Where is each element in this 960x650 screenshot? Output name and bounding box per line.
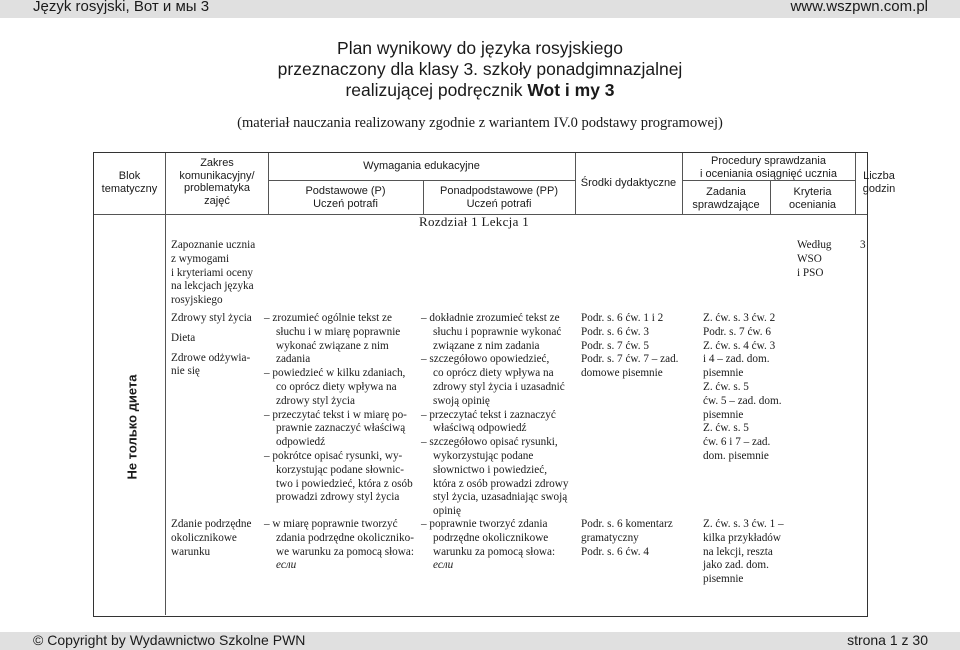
title-book-name: Wot i my 3 bbox=[527, 80, 615, 100]
section-label: Rozdział 1 Lekcja 1 bbox=[418, 214, 530, 229]
procedury-divider bbox=[682, 180, 855, 181]
title-line-1: Plan wynikowy do języka rosyjskiego bbox=[337, 38, 623, 58]
header-wymagania: Wymagania edukacyjne bbox=[363, 160, 480, 172]
page-number: strona 1 z 30 bbox=[847, 632, 928, 648]
row1-kryteria: Według WSO i PSO bbox=[797, 239, 832, 279]
subtitle: (materiał nauczania realizowany zgodnie z wariantem IV.0 podstawy programowej) bbox=[237, 115, 723, 131]
title-line-3 bbox=[0, 80, 960, 101]
row3-srodki: Podr. s. 6 komentarz gramatyczny Podr. s. 6 ćw. 4 bbox=[581, 518, 673, 558]
list-item: – przeczytać tekst i zaznaczyć właściwą odpowiedź bbox=[421, 408, 556, 435]
list-item: – przeczytać tekst i w miarę po- prawnie zaznaczyć właściwą odpowiedź bbox=[264, 408, 407, 449]
row1-zakres: Zapoznanie ucznia z wymogami i kryteriami oceny na lekcjach języka rosyjskiego bbox=[171, 239, 256, 307]
row2-zakres: Zdrowy styl życia Dieta Zdrowe odżywia- nie się bbox=[171, 312, 252, 378]
header-zakres: Zakres komunikacyjny/ problematyka zajęć bbox=[179, 157, 255, 207]
header-ponadpodstawowe: Ponadpodstawowe (PP) Uczeń potrafi bbox=[439, 185, 558, 210]
list-item: – szczegółowo opisać rysunki, wykorzystując podane słownictwo i powiedzieć, która z osób prowadzi zdrowy styl życia, uzasadniając swoją opinię bbox=[421, 436, 569, 518]
copyright: © Copyright by Wydawnictwo Szkolne PWN bbox=[33, 632, 306, 648]
header-podstawowe: Podstawowe (P) Uczeń potrafi bbox=[305, 185, 386, 210]
row3-zadania: Z. ćw. s. 3 ćw. 1 – kilka przykładów na lekcji, reszta jako zad. dom. pisemnie bbox=[703, 518, 784, 586]
list-item: – zrozumieć ogólnie tekst ze słuchu i w miarę poprawnie wykonać związane z nim zadania bbox=[264, 312, 401, 366]
row2-podstawowe bbox=[264, 312, 424, 505]
row2-zadania: Z. ćw. s. 3 ćw. 2 Podr. s. 7 ćw. 6 Z. ćw. s. 4 ćw. 3 i 4 – zad. dom. pisemnie Z. ćw. s. 5 ćw. 5 – zad. dom. pisemnie Z. ćw. s. 5 ćw. 6 i 7 – zad. dom. pisemnie bbox=[703, 312, 782, 462]
footer-bar bbox=[0, 632, 960, 650]
header-procedury: Procedury sprawdzania i oceniania osiągnięć ucznia bbox=[700, 155, 837, 180]
row2-ponadpodstawowe bbox=[421, 312, 579, 519]
wymagania-divider bbox=[268, 180, 575, 181]
row3-zakres: Zdanie podrzędne okolicznikowe warunku bbox=[171, 518, 252, 558]
header-bar bbox=[0, 0, 960, 18]
list-item: – w miarę poprawnie tworzyć zdania podrzędne okoliczniko- we warunku za pomocą słowa: если bbox=[264, 518, 414, 572]
header-liczba-godzin: Liczba godzin bbox=[862, 170, 896, 195]
header-blok: Blok tematyczny bbox=[101, 170, 158, 195]
list-item: – szczegółowo opowiedzieć, co oprócz diety wpływa na zdrowy styl życia i uzasadnić swoją opinię bbox=[421, 353, 565, 407]
list-item: – pokrótce opisać rysunki, wy- korzystując podane słownic- two i powiedzieć, która z osób prowadzi zdrowy styl życia bbox=[264, 449, 413, 504]
title-line-3-prefix: realizującej podręcznik bbox=[345, 80, 528, 100]
row2-srodki: Podr. s. 6 ćw. 1 i 2 Podr. s. 6 ćw. 3 Podr. s. 7 ćw. 5 Podr. s. 7 ćw. 7 – zad. domowe pisemnie bbox=[581, 312, 679, 380]
list-item: – powiedzieć w kilku zdaniach, co oprócz diety wpływa na zdrowy styl życia bbox=[264, 367, 406, 407]
header-zadania: Zadania sprawdzające bbox=[692, 186, 760, 211]
list-item: – poprawnie tworzyć zdania podrzędne okolicznikowe warunku za pomocą słowa: если bbox=[421, 518, 556, 572]
header-srodki: Środki dydaktyczne bbox=[580, 177, 677, 189]
header-kryteria: Kryteria oceniania bbox=[788, 186, 837, 211]
title-line-2: przeznaczony dla klasy 3. szkoły ponadgimnazjalnej bbox=[277, 59, 683, 79]
blok-tematyczny-label: Не только диета bbox=[124, 374, 140, 480]
header-url[interactable]: www.wszpwn.com.pl bbox=[790, 0, 928, 15]
list-item: – dokładnie zrozumieć tekst ze słuchu i poprawnie wykonać związane z nim zadania bbox=[421, 312, 562, 352]
header-title: Język rosyjski, Вот и мы 3 bbox=[33, 0, 210, 15]
row3-ponadpodstawowe bbox=[421, 518, 579, 573]
row1-godzin: 3 bbox=[860, 239, 866, 251]
row3-podstawowe bbox=[264, 518, 424, 573]
